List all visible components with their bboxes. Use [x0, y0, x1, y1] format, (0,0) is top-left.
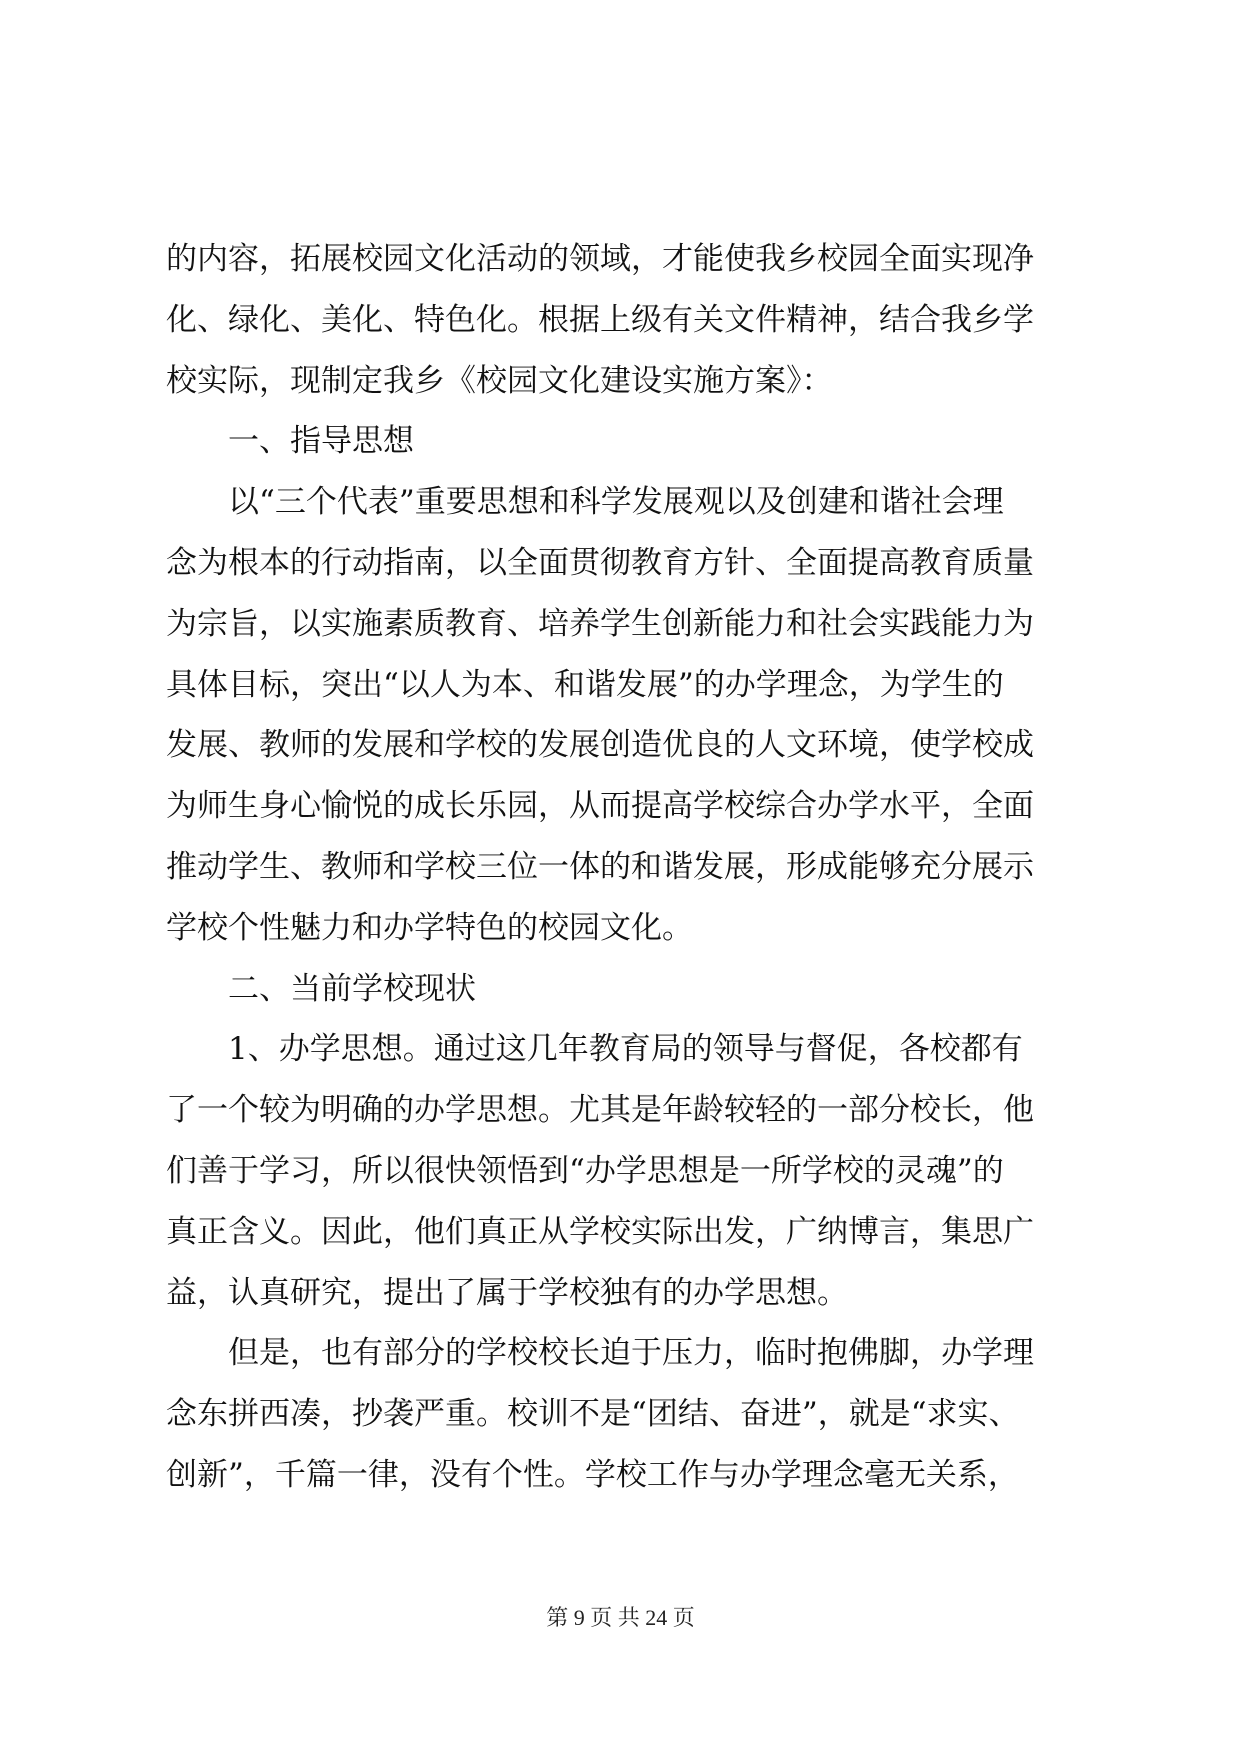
text-line: 具体目标，突出“以人为本、和谐发展”的办学理念，为学生的 — [166, 666, 1004, 703]
text-line: 校实际，现制定我乡《校园文化建设实施方案》： — [166, 362, 833, 399]
text-line: 的内容，拓展校园文化活动的领域，才能使我乡校园全面实现净 — [166, 241, 1034, 277]
text-line: 1、办学思想。通过这几年教育局的领导与督促，各校都有 — [166, 1031, 1023, 1068]
page-number-footer: 第 9 页 共 24 页 — [546, 1605, 695, 1630]
body-text — [166, 229, 1086, 1506]
text-line: 真正含义。因此，他们真正从学校实际出发，广纳博言，集思广 — [166, 1213, 1034, 1250]
text-line: 了一个较为明确的办学思想。尤其是年龄较轻的一部分校长，他 — [166, 1092, 1034, 1129]
text-line: 学校个性魅力和办学特色的校园文化。 — [166, 909, 693, 946]
text-line: 为宗旨，以实施素质教育、培养学生创新能力和社会实践能力为 — [166, 605, 1034, 642]
text-line: 但是，也有部分的学校校长迫于压力，临时抱佛脚，办学理 — [166, 1335, 1034, 1372]
text-line: 发展、教师的发展和学校的发展创造优良的人文环境，使学校成 — [166, 727, 1034, 764]
text-line: 以“三个代表”重要思想和科学发展观以及创建和谐社会理 — [166, 484, 1004, 521]
text-line: 化、绿化、美化、特色化。根据上级有关文件精神，结合我乡学 — [166, 301, 1034, 338]
text-line: 益，认真研究，提出了属于学校独有的办学思想。 — [166, 1274, 848, 1311]
text-line: 们善于学习，所以很快领悟到“办学思想是一所学校的灵魂”的 — [166, 1152, 1004, 1189]
section-heading: 二、当前学校现状 — [166, 970, 476, 1007]
text-line: 创新”，千篇一律，没有个性。学校工作与办学理念毫无关系， — [166, 1456, 1019, 1493]
section-heading: 一、指导思想 — [166, 423, 414, 460]
text-line: 为师生身心愉悦的成长乐园，从而提高学校综合办学水平，全面 — [166, 788, 1034, 825]
text-line: 推动学生、教师和学校三位一体的和谐发展，形成能够充分展示 — [166, 848, 1034, 885]
text-line: 念东拼西凑，抄袭严重。校训不是“团结、奋进”，就是“求实、 — [166, 1396, 1020, 1433]
text-line: 念为根本的行动指南，以全面贯彻教育方针、全面提高教育质量 — [166, 544, 1034, 581]
